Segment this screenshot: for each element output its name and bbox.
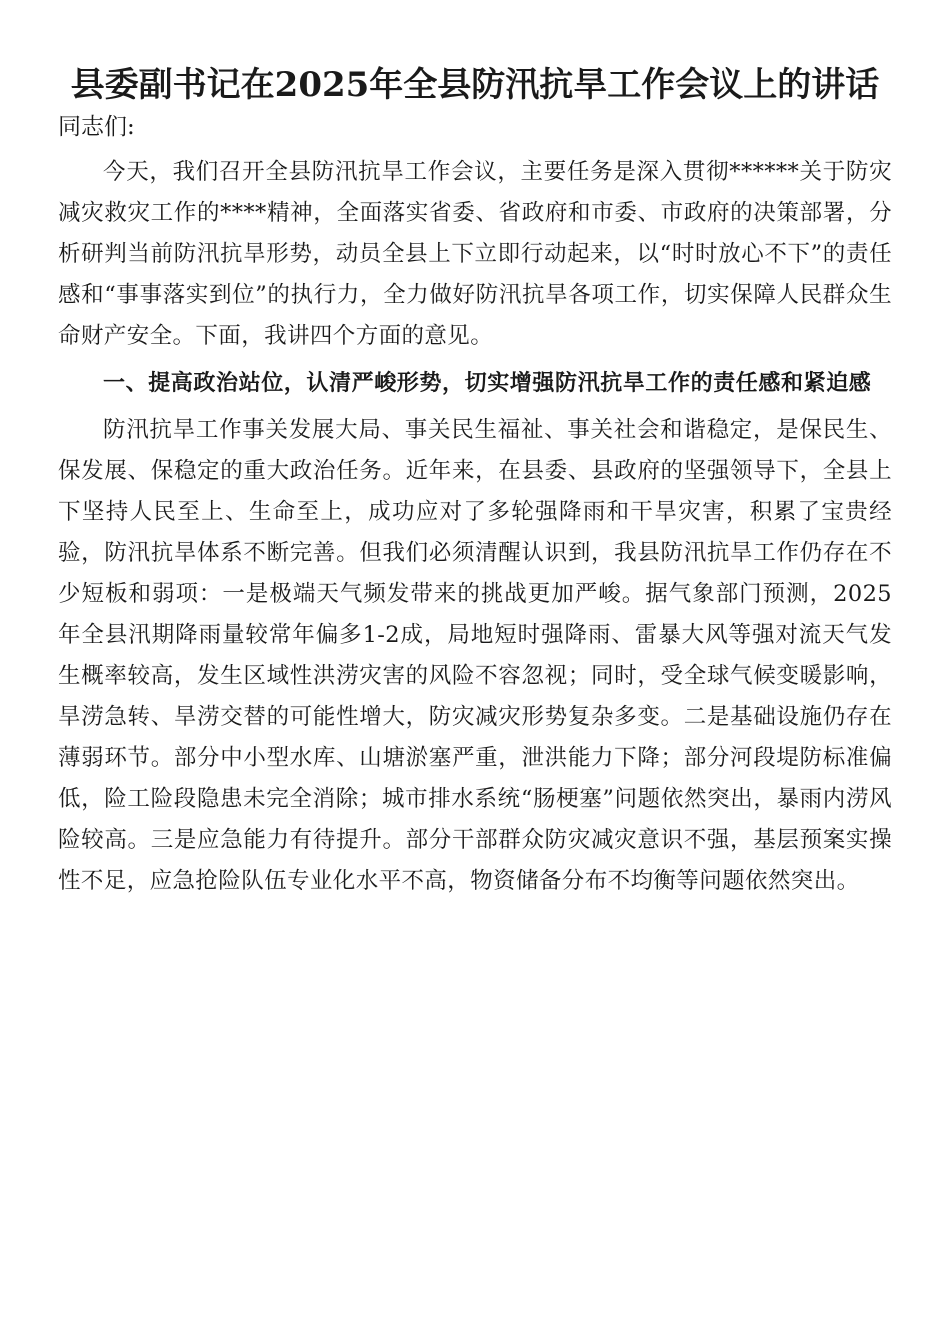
salutation: 同志们: bbox=[58, 114, 135, 140]
section-heading-1: 一、提高政治站位，认清严峻形势，切实增强防汛抗旱工作的责任感和紧迫感 bbox=[103, 371, 872, 396]
document-title: 县委副书记在2025年全县防汛抗旱工作会议上的讲话 bbox=[70, 65, 880, 105]
intro-paragraph: 今天，我们召开全县防汛抗旱工作会议，主要任务是深入贯彻******关于防灾减灾救灾工作的****精神，全面落实省委、省政府和市委、市政府的决策部署，分析研判当前防汛抗旱形势，动员全县上下立即行动起来，以“时时放心不下”的责任感和“事事落实到位”的执行力，全力做好防汛抗旱各项工作，切实保障人民群众生命财产安全。下面，我讲四个方面的意见。 bbox=[58, 159, 892, 349]
section-1-paragraph: 防汛抗旱工作事关发展大局、事关民生福祉、事关社会和谐稳定，是保民生、保发展、保稳定的重大政治任务。近年来，在县委、县政府的坚强领导下，全县上下坚持人民至上、生命至上，成功应对了多轮强降雨和干旱灾害，积累了宝贵经验，防汛抗旱体系不断完善。但我们必须清醒认识到，我县防汛抗旱工作仍存在不少短板和弱项：一是极端天气频发带来的挑战更加严峻。据气象部门预测，2025年全县汛期降雨量较常年偏多1-2成，局地短时强降雨、雷暴大风等强对流天气发生概率较高，发生区域性洪涝灾害的风险不容忽视；同时，受全球气候变暖影响，旱涝急转、旱涝交替的可能性增大，防灾减灾形势复杂多变。二是基础设施仍存在薄弱环节。部分中小型水库、山塘淤塞严重，泄洪能力下降；部分河段堤防标准偏低，险工险段隐患未完全消除；城市排水系统“肠梗塞”问题依然突出，暴雨内涝风险较高。三是应急能力有待提升。部分干部群众防灾减灾意识不强，基层预案实操性不足，应急抢险队伍专业化水平不高，物资储备分布不均衡等问题依然突出。 bbox=[58, 417, 892, 894]
